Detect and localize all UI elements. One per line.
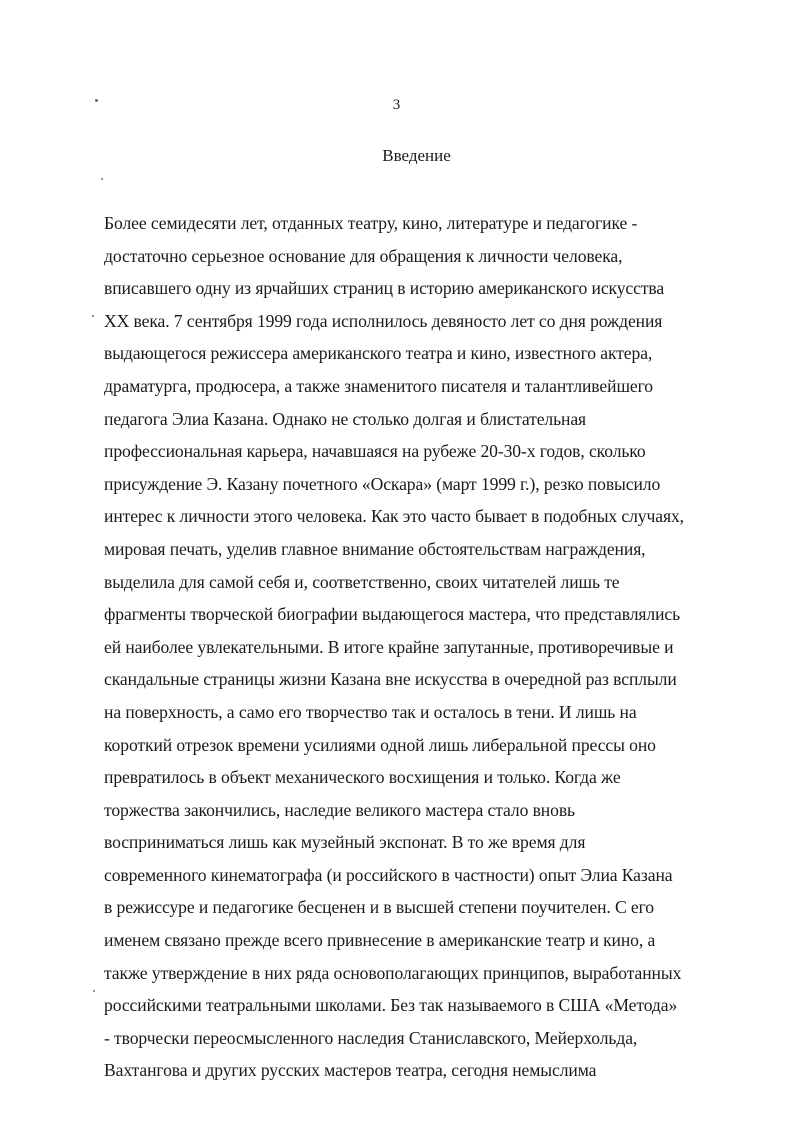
text-line: XX века. 7 сентября 1999 года исполнилось девяносто лет со дня рождения <box>104 310 663 331</box>
text-line: ей наиболее увлекательными. В итоге крайне запутанные, противоречивые и <box>104 636 674 657</box>
text-line: - творчески переосмысленного наследия Станиславского, Мейерхольда, <box>104 1027 638 1048</box>
text-line: именем связано прежде всего привнесение в американские театр и кино, а <box>104 930 656 951</box>
text-line: достаточно серьезное основание для обращения к личности человека, <box>104 245 623 266</box>
text-line: Вахтангова и других русских мастеров театра, сегодня немыслима <box>104 1060 597 1081</box>
text-line: превратилось в объект механического восхищения и только. Когда же <box>104 767 621 788</box>
text-line: присуждение Э. Казану почетного «Оскара» (март 1999 г.), резко повысило <box>104 473 661 494</box>
page-number: 3 <box>392 97 401 113</box>
text-line: Более семидесяти лет, отданных театру, кино, литературе и педагогике - <box>104 213 638 233</box>
scan-speck <box>101 178 103 180</box>
scan-speck <box>92 315 94 317</box>
text-line: современного кинематографа (и российского в частности) опыт Элиа Казана <box>104 864 673 885</box>
text-line: торжества закончились, наследие великого мастера стало вновь <box>104 799 575 820</box>
text-line: драматурга, продюсера, а также знаменитого писателя и талантливейшего <box>104 375 653 396</box>
text-line: профессиональная карьера, начавшаяся на рубеже 20-30-х годов, сколько <box>104 441 646 462</box>
text-line: скандальные страницы жизни Казана вне искусства в очередной раз всплыли <box>104 669 677 690</box>
text-line: мировая печать, уделив главное внимание обстоятельствам награждения, <box>104 538 646 559</box>
section-heading: Введение <box>382 146 451 165</box>
scan-speck <box>93 990 95 992</box>
text-line: выдающегося режиссера американского театра и кино, известного актера, <box>104 343 653 364</box>
text-line: фрагменты творческой биографии выдающегося мастера, что представлялись <box>104 604 681 625</box>
text-line: короткий отрезок времени усилиями одной лишь либеральной прессы оно <box>104 734 656 755</box>
text-line: вписавшего одну из ярчайших страниц в историю американского искусства <box>104 278 665 299</box>
text-line: в режиссуре и педагогике бесценен и в высшей степени поучителен. С его <box>104 897 655 918</box>
text-line: также утверждение в них ряда основополагающих принципов, выработанных <box>104 962 682 983</box>
body-text <box>104 207 744 1087</box>
text-line: интерес к личности этого человека. Как это часто бывает в подобных случаях, <box>104 506 684 527</box>
text-line: на поверхность, а само его творчество так и осталось в тени. И лишь на <box>104 701 637 722</box>
text-line: выделила для самой себя и, соответственно, своих читателей лишь те <box>104 571 620 592</box>
text-line: восприниматься лишь как музейный экспонат. В то же время для <box>104 832 586 853</box>
text-line: российскими театральными школами. Без так называемого в США «Метода» <box>104 995 678 1016</box>
text-line: педагога Элиа Казана. Однако не столько долгая и блистательная <box>104 408 587 429</box>
